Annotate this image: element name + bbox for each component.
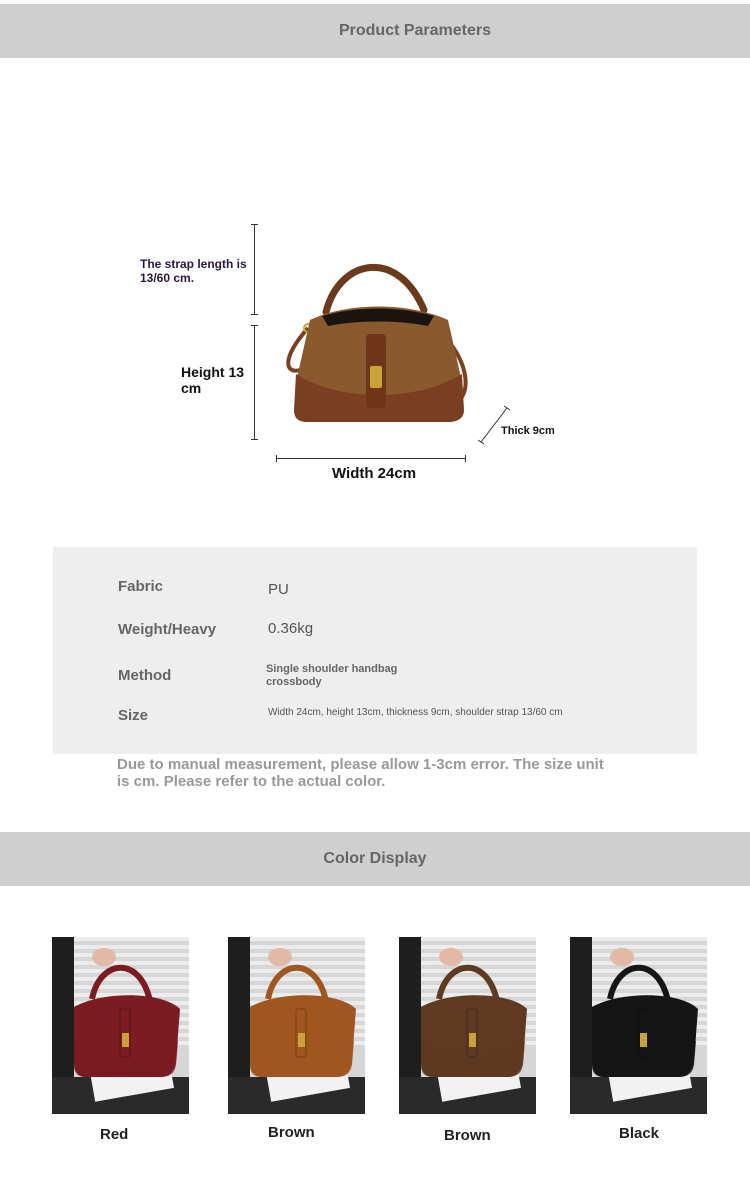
width-label: Width 24cm (332, 465, 417, 482)
color-swatch-brown-leopard[interactable] (399, 937, 536, 1114)
bag-photo (570, 937, 707, 1114)
fabric-label: Fabric (118, 578, 164, 595)
weight-label: Weight/Heavy (118, 621, 217, 638)
bag-photo (52, 937, 189, 1114)
banner-title: Product Parameters (338, 22, 492, 39)
product-parameters-banner (0, 4, 750, 58)
height-label: Height 13 cm (181, 364, 245, 396)
bag-photo (228, 937, 365, 1114)
strap-length-label: The strap length is 13/60 cm. (140, 257, 247, 285)
color-label-brown: Brown (268, 1124, 315, 1141)
weight-value: 0.36kg (268, 620, 314, 637)
color-label-black: Black (619, 1125, 660, 1142)
size-value: Width 24cm, height 13cm, thickness 9cm, shoulder strap 13/60 cm (268, 707, 563, 718)
height-dimension-line (254, 325, 255, 440)
handbag-image (278, 250, 478, 430)
color-label-brown-2: Brown (444, 1127, 491, 1144)
thickness-dimension-line (478, 404, 510, 446)
color-display-banner (0, 832, 750, 886)
banner-title: Color Display (323, 850, 427, 867)
strap-dimension-line (254, 224, 255, 315)
width-dimension-line (276, 458, 466, 459)
thickness-label: Thick 9cm (501, 425, 555, 437)
color-swatch-brown[interactable] (228, 937, 365, 1114)
method-label: Method (118, 667, 172, 684)
bag-photo (399, 937, 536, 1114)
color-label-red: Red (100, 1126, 129, 1143)
color-swatch-black[interactable] (570, 937, 707, 1114)
color-swatch-red[interactable] (52, 937, 189, 1114)
measurement-disclaimer: Due to manual measurement, please allow 1-3cm error. The size unit is cm. Please refer to the actual color. (117, 756, 604, 790)
size-label: Size (118, 707, 149, 724)
fabric-value: PU (268, 581, 289, 598)
method-value: Single shoulder handbag crossbody (266, 663, 398, 688)
